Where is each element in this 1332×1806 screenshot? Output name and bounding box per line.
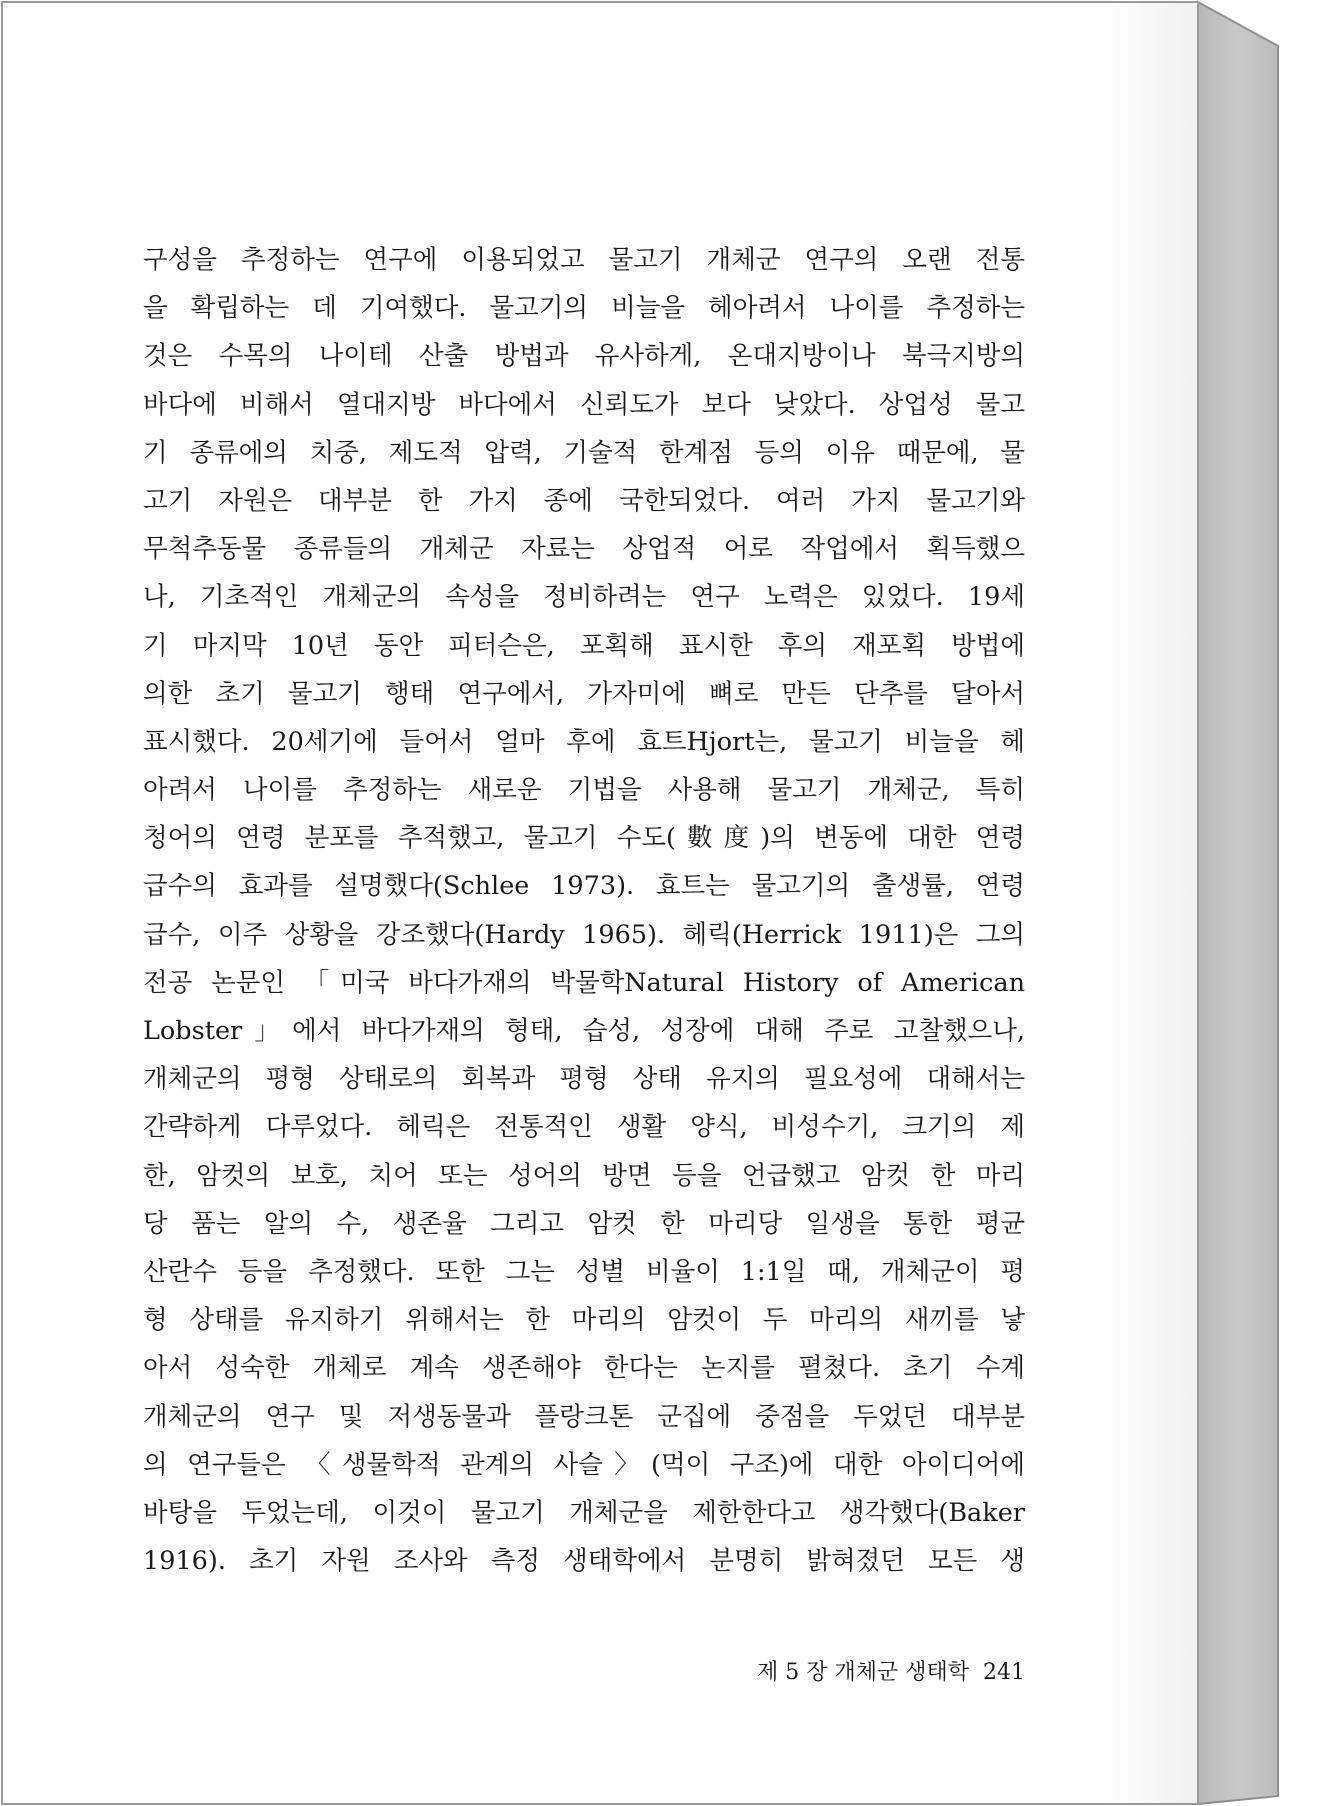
text-line: 청어의 연령 분포를 추적했고, 물고기 수도(數度)의 변동에 대한 연령 xyxy=(143,823,1025,854)
text-line: 아려서 나이를 추정하는 새로운 기법을 사용해 물고기 개체군, 특히 xyxy=(143,775,1025,806)
text-line: 무척추동물 종류들의 개체군 자료는 상업적 어로 작업에서 획득했으 xyxy=(143,534,1025,565)
text-line: 기 종류에의 치중, 제도적 압력, 기술적 한계점 등의 이유 때문에, 물 xyxy=(143,437,1025,468)
text-line: 나, 기초적인 개체군의 속성을 정비하려는 연구 노력은 있었다. 19세 xyxy=(143,582,1025,613)
text-line: 아서 성숙한 개체로 계속 생존해야 한다는 논지를 펼쳤다. 초기 수계 xyxy=(143,1353,1025,1384)
text-line: 전공 논문인 「미국 바다가재의 박물학Natural History of American xyxy=(143,967,1025,998)
text-line: 간략하게 다루었다. 헤릭은 전통적인 생활 양식, 비성수기, 크기의 제 xyxy=(143,1112,1025,1143)
text-line: 형 상태를 유지하기 위해서는 한 마리의 암컷이 두 마리의 새끼를 낳 xyxy=(143,1305,1025,1336)
text-line: 을 확립하는 데 기여했다. 물고기의 비늘을 헤아려서 나이를 추정하는 xyxy=(143,293,1025,324)
text-line: 구성을 추정하는 연구에 이용되었고 물고기 개체군 연구의 오랜 전통 xyxy=(143,245,1025,275)
text-line: 의 연구들은 〈생물학적 관계의 사슬〉(먹이 구조)에 대한 아이디어에 xyxy=(143,1449,1025,1480)
text-line: 급수, 이주 상황을 강조했다(Hardy 1965). 헤릭(Herrick 1911)은 그의 xyxy=(143,919,1025,950)
page-footer xyxy=(600,1655,1025,1686)
text-line: 것은 수목의 나이테 산출 방법과 유사하게, 온대지방이나 북극지방의 xyxy=(143,341,1025,372)
text-line: 산란수 등을 추정했다. 또한 그는 성별 비율이 1:1일 때, 개체군이 평 xyxy=(143,1256,1025,1287)
text-line: 기 마지막 10년 동안 피터슨은, 포획해 표시한 후의 재포획 방법에 xyxy=(143,630,1025,661)
text-line: 개체군의 평형 상태로의 회복과 평형 상태 유지의 필요성에 대해서는 xyxy=(143,1064,1025,1095)
page-number: 241 xyxy=(983,1660,1025,1685)
text-line: 고기 자원은 대부분 한 가지 종에 국한되었다. 여러 가지 물고기와 xyxy=(143,485,1025,516)
text-line: 개체군의 연구 및 저생동물과 플랑크톤 군집에 중점을 두었던 대부분 xyxy=(143,1401,1025,1432)
text-line: 바탕을 두었는데, 이것이 물고기 개체군을 제한한다고 생각했다(Baker xyxy=(143,1497,1025,1528)
text-line: 표시했다. 20세기에 들어서 얼마 후에 효트Hjort는, 물고기 비늘을 헤 xyxy=(143,726,1025,757)
chapter-title: 제 5 장 개체군 생태학 xyxy=(757,1660,969,1685)
text-line: 1916). 초기 자원 조사와 측정 생태학에서 분명히 밝혀졌던 모든 생 xyxy=(143,1546,1025,1577)
body-text xyxy=(143,236,1025,1585)
text-line: 바다에 비해서 열대지방 바다에서 신뢰도가 보다 낮았다. 상업성 물고 xyxy=(143,389,1025,420)
text-line: 급수의 효과를 설명했다(Schlee 1973). 효트는 물고기의 출생률, 연령 xyxy=(143,871,1025,902)
text-line: 당 품는 알의 수, 생존율 그리고 암컷 한 마리당 일생을 통한 평균 xyxy=(143,1208,1025,1239)
text-line: 한, 암컷의 보호, 치어 또는 성어의 방면 등을 언급했고 암컷 한 마리 xyxy=(143,1160,1025,1191)
text-line: 의한 초기 물고기 행태 연구에서, 가자미에 뼈로 만든 단추를 달아서 xyxy=(143,678,1025,709)
text-line: Lobster」에서 바다가재의 형태, 습성, 성장에 대해 주로 고찰했으나, xyxy=(143,1016,1025,1046)
book-spine xyxy=(1198,2,1278,1804)
